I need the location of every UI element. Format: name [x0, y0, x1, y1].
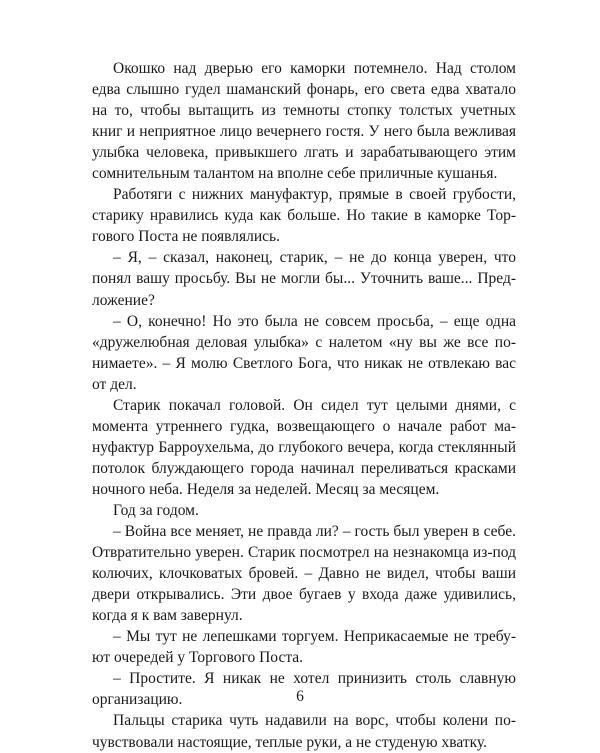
- paragraph-3: – Я, – сказал, наконец, старик, – не до конца уверен, что понял вашу просьбу. Вы не могли бы... Уточнить ваше... Предложение?: [92, 249, 516, 309]
- body-text: [92, 58, 516, 753]
- page-number: 6: [296, 688, 304, 705]
- paragraph-4: – О, конечно! Но это была не совсем просьба, – еще одна «дружелюбная деловая улыбка» с налетом «ну вы же все понимаете». – Я молю Светлого Бога, что никак не отвлекаю вас от дел.: [92, 312, 516, 393]
- paragraph-7: – Война все меняет, не правда ли? – гость был уверен в себе. Отвратительно уверен. Старик посмотрел на незнакомца из-под колючих, клочковатых бровей. – Давно не видел, чтобы ваши двери открывались. Эти двое бугаев у входа даже удивились, когда я к вам завернул.: [92, 523, 516, 625]
- paragraph-8: – Мы тут не лепешками торгуем. Неприкасаемые не требуют очередей у Торгового Поста.: [92, 628, 516, 667]
- paragraph-1: Окошко над дверью его каморки потемнело. Над столом едва слышно гудел шаманский фонарь, его света едва хватало на то, чтобы вытащить из темноты стопку толстых учетных книг и неприятное лицо вечернего гостя. У него была вежливая улыбка человека, привыкшего лгать и зарабатывающего этим сомнительным талантом на вполне себе приличные кушанья.: [92, 60, 516, 183]
- paragraph-5: Старик покачал головой. Он сидел тут целыми днями, с момента утреннего гудка, возвещающего о начале работ мануфактур Барроухельма, до глубокого вечера, когда стеклянный потолок блуждающего города начинал переливаться красками ночного неба. Неделя за неделей. Месяц за месяцем.: [92, 396, 516, 498]
- paragraph-2: Работяги с нижних мануфактур, прямые в своей грубости, старику нравились куда как больше. Но такие в каморке Торгового Поста не появлялись.: [92, 186, 516, 246]
- paragraph-10: Пальцы старика чуть надавили на ворс, чтобы колени почувствовали настоящие, теплые руки, а не студеную хватку.: [92, 712, 516, 751]
- paragraph-6: Год за годом.: [113, 501, 199, 519]
- paragraph-9: – Простите. Я никак не хотел принизить столь славную организацию.: [92, 670, 516, 709]
